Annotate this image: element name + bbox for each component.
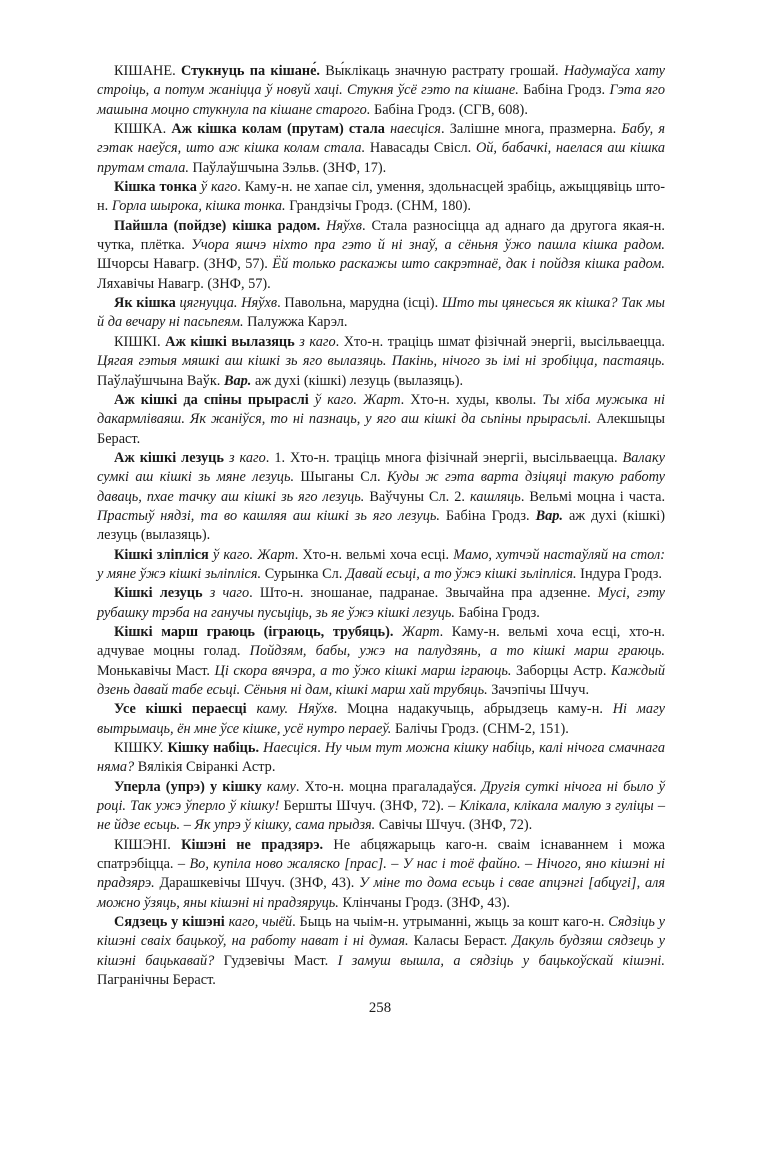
entry-headword: Кішкі зліпліся — [114, 546, 209, 563]
entry-definition: Пагранічны Бераст. — [97, 972, 216, 989]
entry-definition: Ваўчуны Сл. 2. — [364, 488, 470, 505]
entry-definition: . Каму-н. не хапае сіл, умення, здольнасцей зрабіць, ажыццявіць што-н. — [97, 179, 665, 215]
entry-definition: Бабіна Гродз. — [439, 507, 536, 524]
entry-example: Ой, бабачкі, наелася аш кішка прутам стала. — [97, 140, 666, 176]
entry-definition: Каласы Бераст. — [408, 933, 513, 950]
entry-example: ў каго. Жарт — [208, 546, 295, 563]
entry-definition: Бабіна Гродз. (СГВ, 608). — [370, 101, 528, 118]
entry-example: Во, купіла ново жаляско [прас]. – У нас і тоё файно. – Нічого, яно кішэні ні прадзярэ. — [97, 856, 665, 892]
entry-example: І замуш вышла, а сядзіць у бацькоўскай кішэні. — [337, 952, 665, 969]
dictionary-entry — [97, 449, 665, 546]
entry-definition: Вы́клікаць значную растрату грошай. — [320, 63, 564, 79]
entry-example: каго, чыёй — [224, 914, 293, 931]
entry-variant-label: Вар. — [223, 372, 252, 389]
entry-example: Мамо, хутчэй настаўляй на стол: у мяне ўжэ кішкі зьліпліся. — [97, 546, 665, 582]
entry-definition: . Стала разносіцца ад аднаго да другога якая-н. чутка, плётка. — [97, 217, 665, 254]
entry-definition: . Хто-н. траціць шмат фізічнай энергіі, высільваецца. — [335, 333, 665, 350]
entry-definition: Алекшыцы Бераст. — [97, 411, 666, 447]
entry-example: Ні магу вытрымаць, ён мне ўсе кішке, усё нутро пераеў. — [97, 701, 666, 737]
entry-example: цягнуцца. Няўхв — [175, 295, 278, 312]
entry-example: Ці скора вячэра, а то ўжо кішкі марш іграюць. — [214, 662, 512, 679]
entry-example: Што ты цянесься як кішка? Так мы й да вечару ні пасьпеям. — [97, 295, 665, 331]
entry-definition: . Хто-н. моцна прагаладаўся. — [295, 778, 482, 795]
entry-headword: Аж кішкі лезуць — [114, 449, 224, 466]
entry-definition: . Што-н. зношанае, падранае. Звычайна пра адзенне. — [249, 585, 598, 602]
entry-example: Наесціся — [259, 740, 318, 757]
entry-example: Ты хіба мужыка ні дакармліваяш. Як жаніўся, то ні пазнаць, у яго аш кішкі да сьпіны прырасьлі. — [97, 391, 665, 428]
entry-headword: Уперла (упрэ) у кішку — [114, 778, 262, 795]
entry-definition: Грандзічы Гродз. (СНМ, 180). — [285, 198, 471, 215]
entry-headword: Кішка тонка — [114, 179, 197, 196]
entry-definition: Зачэпічы Шчуч. — [487, 682, 590, 698]
entry-example: Гэта яго машына моцно стукнула па кішане старого. — [97, 82, 666, 118]
entry-headword: Кішку набіць. — [167, 740, 260, 757]
entry-example: Бабу, я гэтак наеўся, што аж кішка колам стала. — [97, 121, 665, 157]
entry-example: Пойдзям, бабы, ужэ на палудзянь, а то кішкі марш граюць. — [249, 643, 665, 660]
dictionary-entry — [97, 623, 665, 700]
dictionary-entry — [97, 700, 665, 739]
entry-headword: Сядзець у кішэні — [114, 914, 225, 931]
dictionary-entry — [97, 120, 665, 178]
entry-example: Няўхв — [320, 217, 362, 234]
dictionary-entry — [97, 178, 665, 217]
text-column — [97, 62, 665, 991]
entry-example: кашляць — [470, 488, 521, 505]
entry-example: Ёй только раскажы што сакрэтнаё, дак і пойдзя кішка радом. — [272, 256, 665, 273]
entry-definition: . Моцна надакучыць, абрыдзець каму-н. — [333, 701, 613, 718]
entry-example: Прастыў нядзі, та во кашляя аш кішкі зь яго лезуць. — [97, 507, 440, 524]
entry-definition: Шыганы Сл. — [294, 469, 387, 486]
entry-definition: аж духі (кішкі) лезуць (вылазяць). — [251, 372, 464, 389]
entry-example: Надумаўса хату строіць, а потум жаніцца ў новуй хаці. Стукня ўсё гэто па кішане. — [97, 63, 665, 99]
entry-headword: Усе кішкі пераесці — [114, 701, 247, 718]
entry-definition: Гудзевічы Маст. — [214, 952, 338, 969]
entry-definition: . Павольна, марудна (ісці). — [277, 295, 442, 312]
entry-example: Горла шырока, кішка тонка. — [111, 198, 286, 215]
entry-example: Цягая гэтыя мяшкі аш кішкі зь яго вылазяць. Пакінь, нічого зь імі ні зробіцца, пастаяць. — [97, 353, 665, 370]
entry-definition: Клінчаны Гродз. (ЗНФ, 43). — [338, 894, 510, 911]
entry-example: ў каго — [196, 179, 238, 196]
dictionary-entry — [97, 584, 665, 623]
dictionary-entry — [97, 294, 665, 333]
entry-definition: Навасады Свісл. — [365, 140, 476, 157]
entry-definition: Балічы Гродз. (СНМ-2, 151). — [391, 720, 569, 737]
entry-definition: Заборцы Астр. — [511, 662, 611, 679]
entry-definition: . 1. Хто-н. траціць многа фізічнай энергіі, высільваецца. — [265, 449, 623, 466]
entry-definition: Палужжа Карэл. — [243, 314, 348, 331]
entry-definition: . Залішне многа, празмерна. — [440, 121, 622, 138]
entry-definition: КІШАНЕ. — [114, 63, 181, 79]
entry-example: Клікала, клікала малую з гуліцы – не йдзе есьць. – Як упрэ ў кішку, сама прыдзя. — [97, 798, 665, 834]
entry-example: Валаку сумкі аш кішкі зь мяне лезуць. — [97, 449, 665, 486]
entry-definition: Вялікія Свіранкі Астр. — [134, 759, 276, 776]
entry-definition: Шчорсы Навагр. (ЗНФ, 57). — [97, 256, 273, 273]
entry-headword: Пайшла (пойдзе) кішка радом. — [114, 217, 321, 234]
entry-example: з каго — [223, 449, 266, 466]
entry-example: з чаго — [202, 585, 250, 602]
dictionary-entry — [97, 333, 665, 391]
entry-headword: Стукнуць па кішане́. — [180, 63, 320, 79]
entry-example: Давай есьці, а то ўжэ кішкі зьліпліся. — [345, 565, 577, 582]
dictionary-entry — [97, 739, 665, 778]
entry-example: Ну чым тут можна кішку набіць, калі нічога смачнага няма? — [97, 740, 665, 776]
entry-definition: . Каму-н. вельмі хоча есці, хто-н. адчувае моцны голад. — [97, 623, 665, 660]
entry-example: наесціся — [384, 121, 441, 138]
dictionary-entry — [97, 62, 665, 120]
entry-headword: Як кішка — [114, 295, 176, 312]
entry-definition: . Хто-н. худы, кволы. — [400, 391, 543, 408]
entry-definition: Не абцяжарыць каго-н. сваім існаваннем і можа спатрэбіцца. – — [97, 836, 665, 873]
entry-headword: Кішэні не прадзярэ. — [181, 836, 324, 853]
entry-definition: . Быць на чыім-н. утрыманні, жыць за кошт каго-н. — [292, 914, 609, 931]
entry-definition: Бабіна Гродз. — [454, 604, 540, 621]
dictionary-entry — [97, 836, 665, 913]
entry-definition: Бабіна Гродз. — [518, 82, 610, 99]
entry-definition: . Вельмі моцна і часта. — [520, 488, 666, 505]
entry-definition: Бершты Шчуч. (ЗНФ, 72). – — [279, 798, 460, 815]
dictionary-entry — [97, 913, 665, 990]
entry-headword: Аж кішка колам (прутам) стала — [171, 121, 385, 138]
entry-example: каму — [261, 778, 296, 795]
entry-definition: аж духі (кішкі) лезуць (вылазяць). — [97, 507, 665, 544]
entry-definition: КІШКІ. — [114, 333, 166, 350]
entry-definition: Дарашкевічы Шчуч. (ЗНФ, 43). — [154, 875, 360, 892]
entry-example: Куды ж гэта варта дзіцяці такую работу даваць, пхае тачку аш кішкі зь яго лезуць. — [97, 469, 665, 505]
entry-example: Мусі, гэту рубашку трэба на ганучы пусьціць, зь яе ўжэ кішкі лезуць. — [97, 585, 666, 621]
entry-example: Другія суткі нічога ні было ў році. Так ужэ ўперло ў кішку! — [97, 778, 665, 815]
entry-definition: КІШКА. — [114, 121, 172, 138]
entry-headword: Аж кішкі вылазяць — [165, 333, 295, 350]
entry-definition: Паўлаўшчына Ваўк. — [97, 372, 224, 389]
entry-headword: Кішкі марш граюць (іграюць, трубяць). — [114, 623, 394, 640]
entry-example: з каго — [294, 333, 336, 350]
entry-definition: КІШКУ. — [114, 740, 168, 757]
entry-headword: Аж кішкі да спіны прыраслі — [114, 391, 309, 408]
entry-example: Дакуль будзяш сядзець у кішэні бацькавай? — [97, 933, 665, 969]
entry-example: Сядзіць у кішэні сваіх бацькоў, на работу нават і ні думая. — [97, 914, 665, 950]
entry-definition: Ляхавічы Навагр. (ЗНФ, 57). — [97, 275, 271, 292]
entry-definition: Паўлаўшчына Зэльв. (ЗНФ, 17). — [188, 159, 387, 176]
entry-example: У міне то дома есьць і свае апцэнгі [абцугі], аля можно ўзяць, яны кішэні ні прадзяруць. — [97, 875, 665, 911]
entry-definition: . — [317, 740, 325, 757]
dictionary-entry — [97, 391, 665, 449]
entry-headword: Кішкі лезуць — [114, 585, 203, 602]
entry-example: Каждый дзень давай табе есьці. Сёньня ні дам, кішкі марш хай трубяць. — [97, 662, 665, 698]
dictionary-entry — [97, 217, 665, 294]
entry-example: Учора яшчэ ніхто пра гэто й ні знаў, а сёньня ўжо пашла кішка радом. — [191, 237, 666, 254]
entry-example: каму. Няўхв — [246, 701, 334, 718]
entry-definition: Монькавічы Маст. — [97, 662, 215, 679]
dictionary-entry — [97, 778, 665, 836]
dictionary-entry — [97, 546, 665, 585]
entry-definition: . Хто-н. вельмі хоча есці. — [294, 546, 454, 563]
entry-definition: Савічы Шчуч. (ЗНФ, 72). — [375, 817, 533, 834]
page-number: 258 — [368, 1000, 392, 1016]
entry-definition: Сурынка Сл. — [261, 565, 346, 582]
entry-definition: Індура Гродз. — [576, 565, 663, 582]
entry-variant-label: Вар. — [535, 507, 563, 524]
entry-example: Жарт — [393, 623, 440, 640]
entry-example: ў каго. Жарт — [308, 391, 401, 408]
entry-definition: КІШЭНІ. — [114, 836, 182, 853]
